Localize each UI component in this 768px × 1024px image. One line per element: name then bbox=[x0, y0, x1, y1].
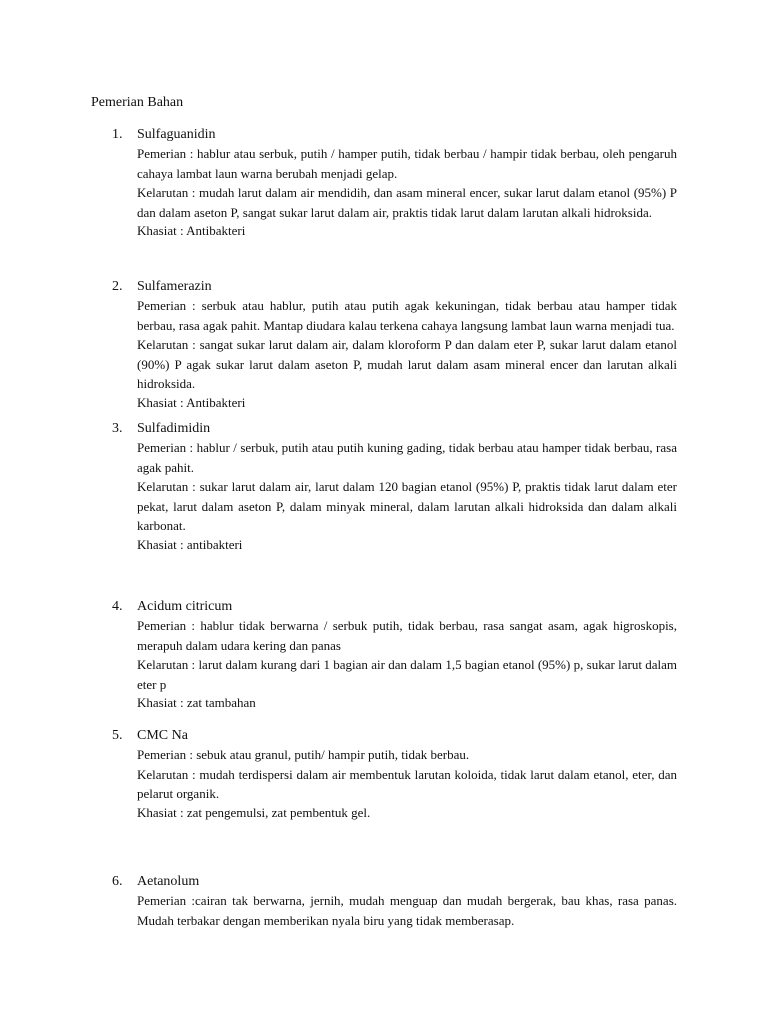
khasiat-text: Khasiat : zat pengemulsi, zat pembentuk gel. bbox=[137, 804, 371, 820]
pemerian-text: Pemerian : sebuk atau granul, putih/ hampir putih, tidak berbau. bbox=[137, 747, 470, 762]
pemerian-text: Pemerian : hablur tidak berwarna / serbuk putih, tidak berbau, rasa sangat asam, agak higroskopis, merapuh dalam udara kering dan panas bbox=[137, 618, 677, 653]
item-content bbox=[137, 278, 677, 411]
document-title: Pemerian Bahan bbox=[91, 95, 184, 110]
pemerian-text: Pemerian : serbuk atau hablur, putih atau putih agak kekuningan, tidak berbau atau hamper tidak berbau, rasa agak pahit. Mantap diudara kalau terkena cahaya langsung lambat laun warna menjadi tua. bbox=[137, 298, 677, 333]
pemerian-text: Pemerian : hablur / serbuk, putih atau putih kuning gading, tidak berbau atau hamper tidak berbau, rasa agak pahit. bbox=[137, 440, 677, 475]
pemerian-text: Pemerian : hablur atau serbuk, putih / hamper putih, tidak berbau / hampir tidak berbau, oleh pengaruh cahaya lambat laun warna berubah menjadi gelap. bbox=[137, 146, 677, 181]
item-content bbox=[137, 420, 677, 553]
item-content bbox=[137, 727, 677, 821]
item-number: 3. bbox=[112, 421, 123, 436]
khasiat-text: Khasiat : Antibakteri bbox=[137, 394, 246, 410]
khasiat-text: Khasiat : zat tambahan bbox=[137, 695, 256, 710]
pemerian-text: Pemerian :cairan tak berwarna, jernih, mudah menguap dan mudah bergerak, bau khas, rasa panas. Mudah terbakar dengan memberikan nyala biru yang tidak memberasap. bbox=[137, 893, 677, 928]
kelarutan-text: Kelarutan : sukar larut dalam air, larut dalam 120 bagian etanol (95%) P, praktis tidak larut dalam eter pekat, larut dalam aseton P, dalam minyak mineral, dalam larutan alkali hidroksida dan dalam alkali karbonat. bbox=[137, 479, 677, 533]
item-content bbox=[137, 873, 677, 930]
item-number: 6. bbox=[112, 874, 123, 889]
khasiat-text: Khasiat : antibakteri bbox=[137, 536, 243, 552]
item-number: 2. bbox=[112, 279, 123, 294]
item-number: 1. bbox=[112, 127, 123, 142]
kelarutan-text: Kelarutan : mudah terdispersi dalam air membentuk larutan koloida, tidak larut dalam etanol, eter, dan pelarut organik. bbox=[137, 766, 677, 801]
item-name: Sulfamerazin bbox=[137, 279, 212, 294]
item-name: Aetanolum bbox=[137, 874, 200, 889]
kelarutan-text: Kelarutan : sangat sukar larut dalam air, dalam kloroform P dan dalam eter P, sukar larut dalam etanol (90%) P agak sukar larut dalam aseton P, mudah larut dalam asam mineral encer dan larutan alkali hidroksida. bbox=[137, 337, 677, 391]
khasiat-text: Khasiat : Antibakteri bbox=[137, 223, 246, 238]
item-content bbox=[137, 598, 677, 711]
kelarutan-text: Kelarutan : larut dalam kurang dari 1 bagian air dan dalam 1,5 bagian etanol (95%) p, sukar larut dalam eter p bbox=[137, 657, 677, 692]
item-number: 5. bbox=[112, 728, 123, 743]
item-name: Sulfaguanidin bbox=[137, 127, 216, 142]
item-name: Acidum citricum bbox=[137, 599, 233, 614]
kelarutan-text: Kelarutan : mudah larut dalam air mendidih, dan asam mineral encer, sukar larut dalam etanol (95%) P dan dalam aseton P, sangat sukar larut dalam air, praktis tidak larut dalam larutan alkali hidroksida. bbox=[137, 185, 677, 220]
item-name: Sulfadimidin bbox=[137, 421, 211, 436]
item-name: CMC Na bbox=[137, 728, 188, 743]
item-number: 4. bbox=[112, 599, 123, 614]
item-content bbox=[137, 126, 677, 239]
